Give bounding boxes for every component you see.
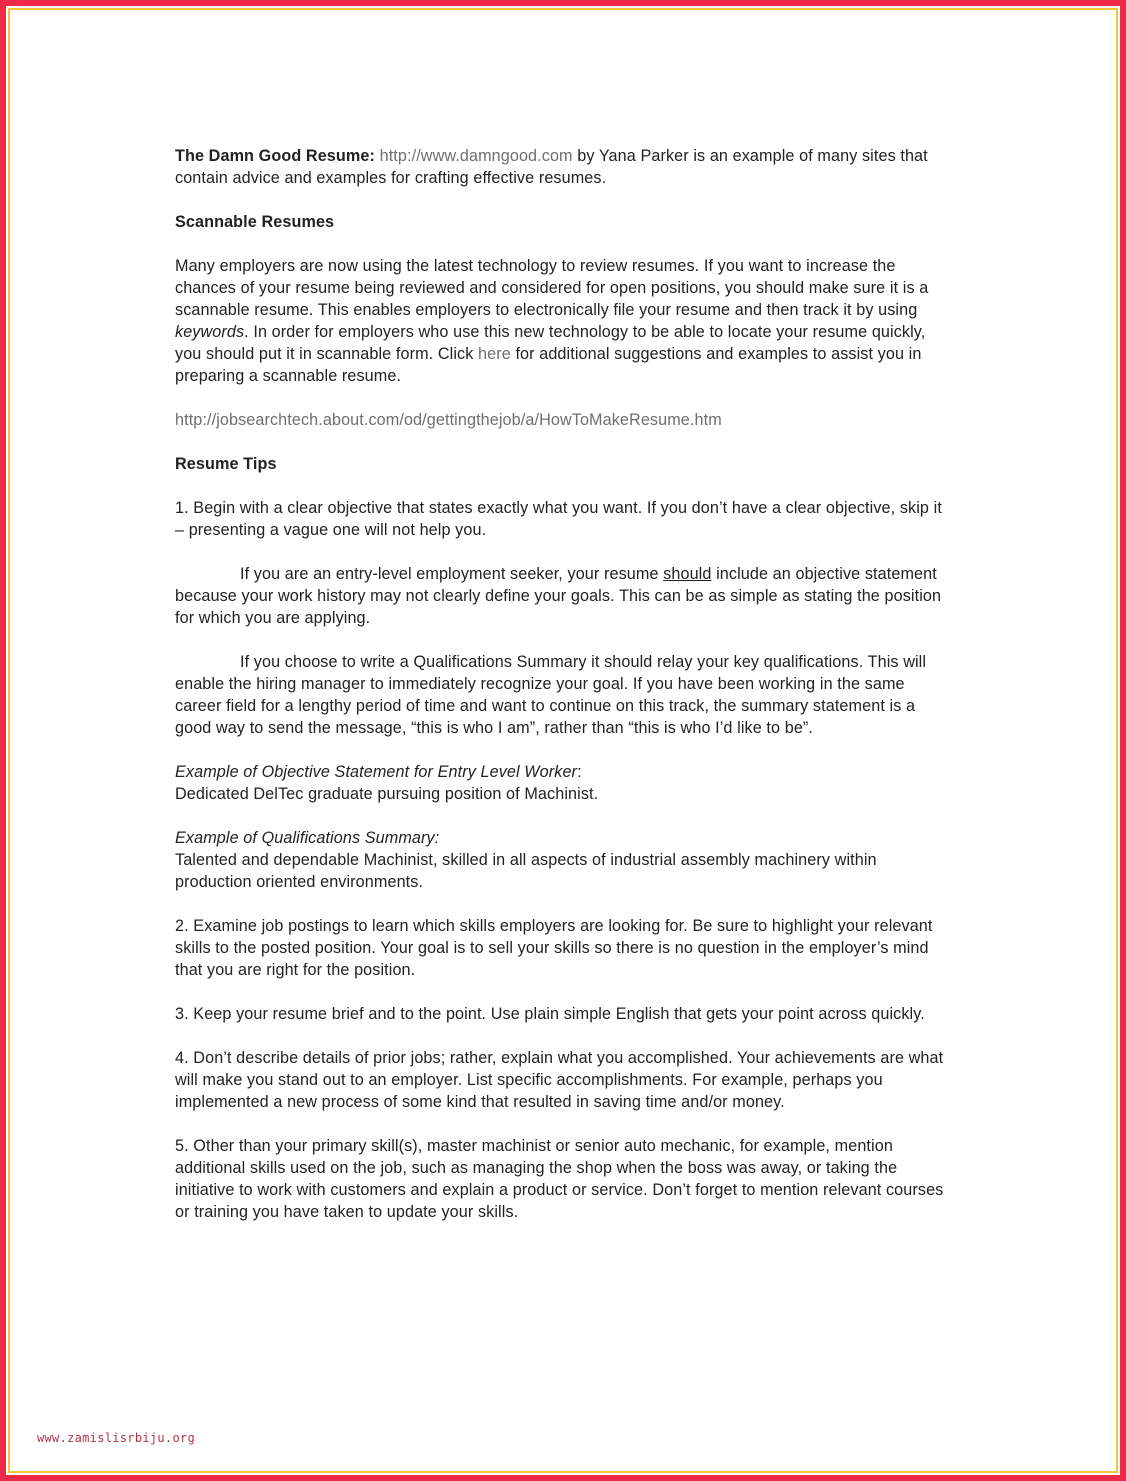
here-link[interactable]: here [478, 345, 511, 363]
intro-text: by Yana Parker is an example of many sites that contain advice and examples for crafting effective resumes. [175, 147, 928, 187]
example-objective [175, 761, 950, 805]
keywords-text: keywords [175, 323, 245, 341]
example-qualifications-text: Talented and dependable Machinist, skilled in all aspects of industrial assembly machinery within production oriented environments. [175, 851, 877, 891]
scannable-text-c: for additional suggestions and examples to assist you in preparing a scannable resume. [175, 345, 922, 385]
example-qualifications [175, 827, 950, 893]
scannable-heading: Scannable Resumes [175, 213, 335, 231]
example-objective-colon: : [577, 763, 582, 781]
tip-2: 2. Examine job postings to learn which skills employers are looking for. Be sure to highlight your relevant skills to the posted position. Your goal is to sell your skills so there is no question in the employer’s mind that you are right for the position. [175, 917, 933, 979]
should-underlined: should [663, 565, 712, 583]
damngood-link[interactable]: http://www.damngood.com [379, 147, 573, 165]
scannable-text-b: . In order for employers who use this new technology to be able to locate your resume quickly, you should put it in scannable form. Click [175, 323, 926, 363]
tip-1-qualifications: If you choose to write a Qualifications Summary it should relay your key qualifications. This will enable the hiring manager to immediately recognize your goal. If you have been working in the same career field for a lengthy period of time and want to continue on this track, the summary statement is a good way to send the message, “this is who I am”, rather than “this is who I’d like to be”. [175, 653, 927, 737]
entry-level-text-a: If you are an entry-level employment seeker, your resume [240, 565, 664, 583]
tip-3: 3. Keep your resume brief and to the point. Use plain simple English that gets your point across quickly. [175, 1005, 925, 1023]
scannable-text-a: Many employers are now using the latest technology to review resumes. If you want to increase the chances of your resume being reviewed and considered for open positions, you should make sure it is a scannable resume. This enables employers to electronically file your resume and then track it by using [175, 257, 929, 319]
document-page [175, 145, 950, 1223]
jobsearchtech-link[interactable]: http://jobsearchtech.about.com/od/gettingthejob/a/HowToMakeResume.htm [175, 411, 722, 429]
intro-paragraph [175, 145, 950, 189]
tip-1: 1. Begin with a clear objective that states exactly what you want. If you don’t have a clear objective, skip it – presenting a vague one will not help you. [175, 499, 942, 539]
tip-1-entry-level [175, 563, 950, 629]
example-objective-text: Dedicated DelTec graduate pursuing position of Machinist. [175, 785, 599, 803]
resume-tips-heading: Resume Tips [175, 455, 277, 473]
scannable-paragraph [175, 255, 950, 387]
watermark-url: www.zamislisrbiju.org [37, 1431, 196, 1445]
example-qualifications-label: Example of Qualifications Summary: [175, 829, 440, 847]
tip-4: 4. Don’t describe details of prior jobs; rather, explain what you accomplished. Your achievements are what will make you stand out to an employer. List specific accomplishments. For example, perhaps you implemented a new process of some kind that resulted in saving time and/or money. [175, 1049, 944, 1111]
intro-title: The Damn Good Resume: [175, 147, 375, 165]
entry-level-text-b: include an objective statement because your work history may not clearly define your goals. This can be as simple as stating the position for which you are applying. [175, 565, 942, 627]
example-objective-label: Example of Objective Statement for Entry Level Worker [175, 763, 578, 781]
tip-5: 5. Other than your primary skill(s), master machinist or senior auto mechanic, for example, mention additional skills used on the job, such as managing the shop when the boss was away, or taking the initiative to work with customers and explain a product or service. Don’t forget to mention relevant courses or training you have taken to update your skills. [175, 1137, 944, 1221]
